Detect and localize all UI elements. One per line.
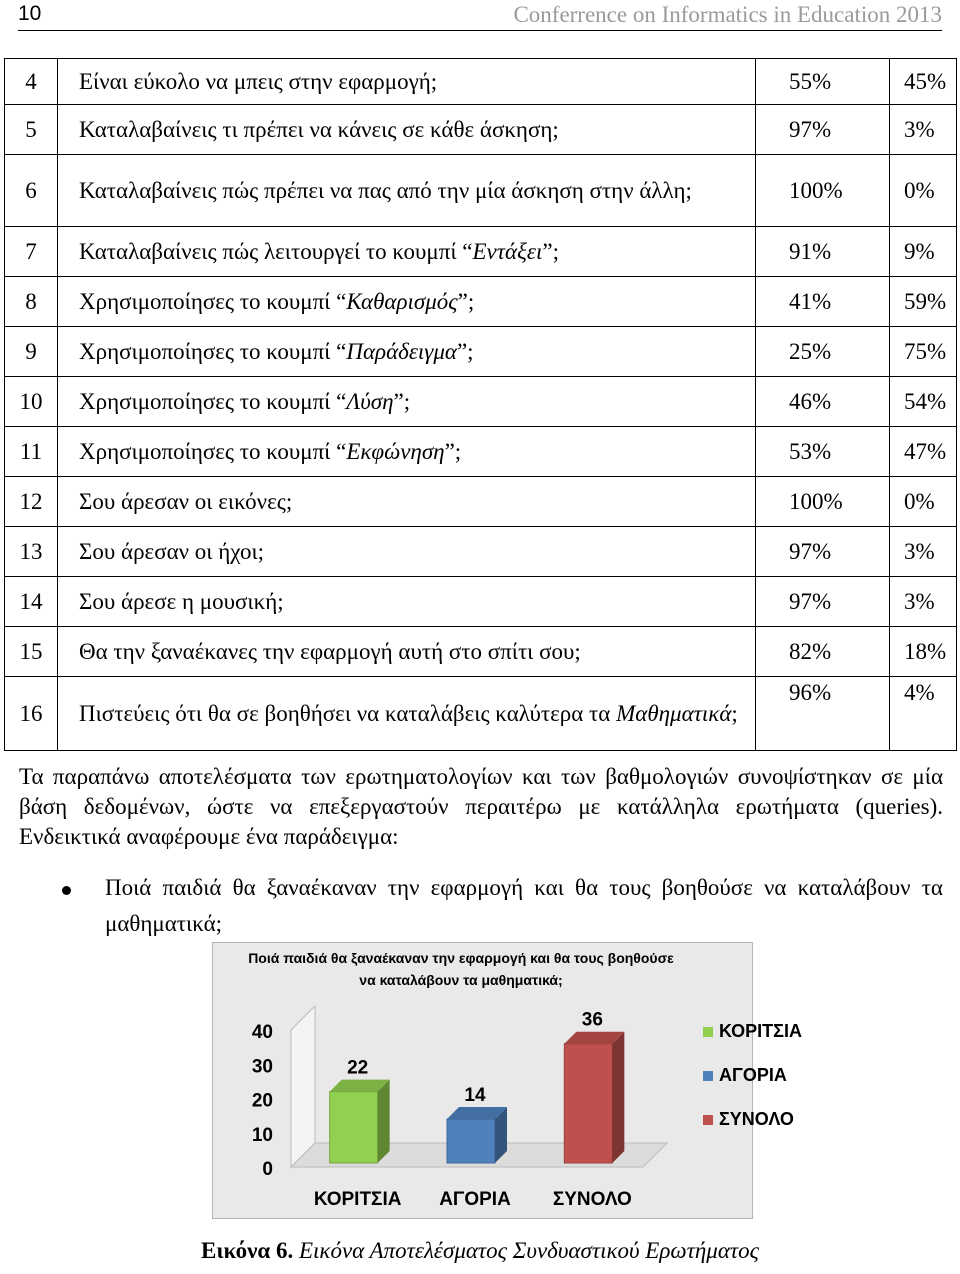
question-text [58,155,756,227]
chart-svg [213,943,802,1218]
table-row [5,477,957,527]
question-number: 8 [5,277,58,327]
chart-title: Ποιά παιδιά θα ξαναέκαναν την εφαρμογή και θα τους βοηθούσε [248,950,674,966]
question-emphasis: Εκφώνηση [346,439,445,464]
table-row [5,227,957,277]
question-text-end: ; [731,701,738,726]
bar-front [447,1119,495,1163]
query-example: Ποιά παιδιά θα ξαναέκαναν την εφαρμογή και θα τους βοηθούσε να καταλάβουν τα μαθηματικά; [105,875,943,936]
legend-label: ΣΥΝΟΛΟ [719,1109,794,1129]
yes-percentage: 41% [756,277,890,327]
conference-title: Conferrence on Informatics in Education 2013 [513,2,942,27]
table-row [5,427,957,477]
yes-percentage: 46% [756,377,890,427]
question-text-part: Καταλαβαίνεις πώς πρέπει να πας από την μία άσκηση στην άλλη; [79,178,692,203]
question-text-part: Χρησιμοποίησες το κουμπί “ [79,289,347,314]
question-text [58,327,756,377]
question-number: 16 [5,677,58,751]
yes-percentage: 25% [756,327,890,377]
no-percentage: 54% [890,377,957,427]
question-text [58,227,756,277]
question-number: 4 [5,59,58,105]
question-number: 15 [5,627,58,677]
no-percentage: 4% [890,677,957,751]
question-number: 12 [5,477,58,527]
question-number: 5 [5,105,58,155]
yes-percentage: 100% [756,477,890,527]
bullet-icon [62,886,71,895]
question-number: 14 [5,577,58,627]
x-tick-label: ΣΥΝΟΛΟ [552,1189,632,1210]
yes-percentage: 97% [756,527,890,577]
table-row [5,155,957,227]
question-number: 11 [5,427,58,477]
question-text [58,427,756,477]
question-number: 6 [5,155,58,227]
question-text-part: Χρησιμοποίησες το κουμπί “ [79,339,347,364]
survey-results-table [4,58,957,751]
question-emphasis: Καθαρισμός [346,289,458,314]
yes-percentage: 97% [756,105,890,155]
question-text-end: ”; [393,389,411,414]
table-row [5,627,957,677]
yes-percentage: 100% [756,155,890,227]
no-percentage: 75% [890,327,957,377]
question-text [58,527,756,577]
question-emphasis: Μαθηματικά [616,701,732,726]
chart-title-line2: να καταλάβουν τα μαθηματικά; [359,972,563,988]
question-number: 7 [5,227,58,277]
no-percentage: 45% [890,59,957,105]
no-percentage: 3% [890,577,957,627]
question-number: 10 [5,377,58,427]
table-row [5,59,957,105]
question-text-end: ”; [457,289,475,314]
no-percentage: 18% [890,627,957,677]
table-row [5,327,957,377]
question-number: 9 [5,327,58,377]
question-text-part: Καταλαβαίνεις τι πρέπει να κάνεις σε κάθε άσκηση; [79,117,559,142]
question-text-part: Θα την ξαναέκανες την εφαρμογή αυτή στο σπίτι σου; [79,639,581,664]
x-tick-label: ΚΟΡΙΤΣΙΑ [313,1189,402,1210]
bar-side [612,1032,624,1163]
yes-percentage: 96% [756,677,890,751]
bar-front [330,1092,378,1163]
question-number: 13 [5,527,58,577]
bar-side [378,1080,390,1163]
legend-swatch [703,1071,713,1081]
question-text-end: ”; [542,239,559,264]
no-percentage: 0% [890,477,957,527]
page-header [18,0,942,31]
figure-caption [0,1238,960,1264]
table-row [5,577,957,627]
y-tick-label: 10 [251,1124,273,1146]
yes-percentage: 53% [756,427,890,477]
question-text [58,627,756,677]
bar-front [564,1044,612,1163]
legend-swatch [703,1027,713,1037]
question-text-part: Σου άρεσαν οι ήχοι; [79,539,265,564]
question-text [58,677,756,751]
question-emphasis: Λύση [346,389,394,414]
question-text-end: ”; [456,339,474,364]
question-text [58,59,756,105]
y-tick-label: 40 [251,1022,273,1043]
table-row [5,277,957,327]
results-paragraph: Τα παραπάνω αποτελέσματα των ερωτηματολογίων και των βαθμολογιών συνοψίστηκαν σε μία βάση δεδομένων, ώστε να επεξεργαστούν περαιτέρω με κατάλληλα ερωτήματα (queries). Ενδεικτικά αναφέρουμε ένα παράδειγμα: [19,764,943,849]
question-text-part: Χρησιμοποίησες το κουμπί “ [79,439,347,464]
legend-swatch [703,1115,713,1125]
caption-label: Εικόνα 6. [201,1238,294,1263]
y-tick-label: 0 [262,1159,273,1180]
yes-percentage: 91% [756,227,890,277]
caption-text: Εικόνα Αποτελέσματος Συνδυαστικού Ερωτήματος [298,1238,759,1263]
no-percentage: 0% [890,155,957,227]
y-tick-label: 30 [251,1056,273,1078]
x-tick-label: ΑΓΟΡΙΑ [439,1189,511,1210]
yes-percentage: 55% [756,59,890,105]
no-percentage: 59% [890,277,957,327]
no-percentage: 3% [890,527,957,577]
table-row [5,527,957,577]
page-number: 10 [18,2,42,25]
yes-percentage: 82% [756,627,890,677]
legend-label: ΑΓΟΡΙΑ [719,1065,787,1085]
table-row [5,677,957,751]
question-text [58,377,756,427]
legend-label: ΚΟΡΙΤΣΙΑ [719,1021,802,1041]
question-text-part: Πιστεύεις ότι θα σε βοηθήσει να καταλάβεις καλύτερα τα [79,701,617,726]
question-text-part: Σου άρεσαν οι εικόνες; [79,489,293,514]
no-percentage: 9% [890,227,957,277]
question-text-part: Καταλαβαίνεις πώς λειτουργεί το κουμπί “ [79,239,473,264]
bar-data-label: 22 [347,1057,369,1079]
question-text [58,105,756,155]
question-text [58,577,756,627]
question-text [58,477,756,527]
table-row [5,105,957,155]
bar-data-label: 36 [581,1009,603,1031]
table-row [5,377,957,427]
question-text-end: ”; [444,439,462,464]
question-text-part: Σου άρεσε η μουσική; [79,589,284,614]
no-percentage: 3% [890,105,957,155]
question-emphasis: Παράδειγμα [346,339,457,364]
yes-percentage: 97% [756,577,890,627]
query-result-chart [212,942,802,1219]
bar-data-label: 14 [464,1085,486,1107]
chart-side-wall [291,1006,315,1167]
y-tick-label: 20 [251,1090,273,1112]
question-text-part: Είναι εύκολο να μπεις στην εφαρμογή; [79,69,438,94]
no-percentage: 47% [890,427,957,477]
question-text-part: Χρησιμοποίησες το κουμπί “ [79,389,347,414]
question-emphasis: Εντάξει [472,239,543,264]
question-text [58,277,756,327]
